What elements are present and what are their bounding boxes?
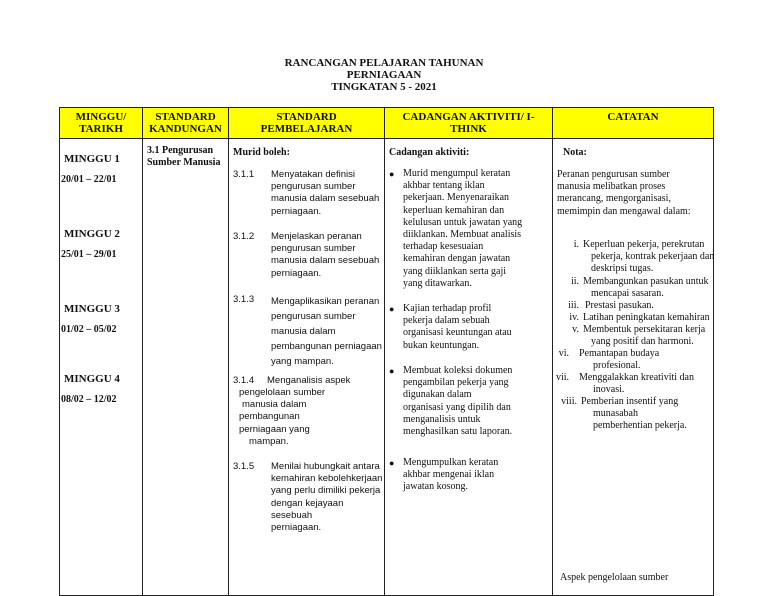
aktiviti-item: ● Mengumpulkan keratan akhbar mengenai iklan jawatan kosong. bbox=[389, 457, 499, 493]
bullet-icon: ● bbox=[389, 366, 395, 376]
col-aktiviti: CADANGAN AKTIVITI/ I- THINK bbox=[385, 108, 553, 139]
week-label: MINGGU 1 bbox=[64, 153, 120, 165]
week-date: 20/01 – 22/01 bbox=[61, 174, 117, 185]
bullet-icon: ● bbox=[389, 304, 395, 314]
doc-level: TINGKATAN 5 - 2021 bbox=[331, 81, 437, 93]
catatan-item: vii. Menggalakkan kreativiti dan inovasi. bbox=[555, 372, 694, 396]
catatan-item: vi. Pemantapan budaya profesional. bbox=[558, 348, 660, 372]
bullet-icon: ● bbox=[389, 169, 395, 179]
table-header-row bbox=[60, 108, 714, 139]
week-label: MINGGU 2 bbox=[64, 228, 120, 240]
catatan-item: i. Keperluan pekerja, perekrutan pekerja, kontrak pekerjaan dan deskripsi tugas. bbox=[573, 239, 715, 275]
standard-pembelajaran-cell bbox=[229, 139, 385, 596]
week-date: 01/02 – 05/02 bbox=[61, 324, 117, 335]
sk-line: Sumber Manusia bbox=[147, 157, 221, 168]
weeks-cell bbox=[60, 139, 143, 596]
aktiviti-item: ● Membuat koleksi dokumen pengambilan pekerja yang digunakan dalam organisasi yang dipilih dan menganalisis untuk menghasilkan satu laporan. bbox=[389, 365, 513, 438]
col-standard-kandungan: STANDARD KANDUNGAN bbox=[143, 108, 229, 139]
table-body-row bbox=[60, 139, 714, 596]
sp-item: 3.1.4 Menganalisis aspek pengelolaan sumber manusia dalam pembangunan perniagaan yang mampan. bbox=[233, 375, 351, 447]
col-standard-pembelajaran: STANDARD PEMBELAJARAN bbox=[229, 108, 385, 139]
col-minggu: MINGGU/ TARIKH bbox=[60, 108, 143, 139]
sp-item: 3.1.5 Menilai hubungkait antara kemahiran kebolehkerjaan yang perlu dimiliki pekerja dengan kejayaan sesebuah perniagaan. bbox=[233, 461, 383, 534]
catatan-cell bbox=[553, 139, 714, 596]
col-catatan: CATATAN bbox=[553, 108, 714, 139]
aktiviti-item: ● Kajian terhadap profil pekerja dalam sebuah organisasi keuntungan atau bukan keuntungan. bbox=[389, 303, 512, 351]
week-label: MINGGU 4 bbox=[64, 373, 120, 385]
catatan-item: viii. Pemberian insentif yang munasabah pemberhentian pekerja. bbox=[561, 396, 687, 432]
catatan-item: v. Membentuk persekitaran kerja yang positif dan harmoni. bbox=[572, 324, 706, 348]
sp-item: 3.1.3 Mengaplikasikan peranan pengurusan sumber manusia dalam pembangunan perniagaan yang mampan. bbox=[233, 294, 382, 367]
aktiviti-heading: Cadangan aktiviti: bbox=[389, 147, 470, 158]
aktiviti-item: ● Murid mengumpul keratan akhbar tentang iklan pekerjaan. Menyenaraikan keperluan kemahiran dan kelulusan untuk jawatan yang diiklankan. Membuat analisis terhadap kesesuaian kemahiran dengan jawatan yang diiklankan serta gaji yang ditawarkan. bbox=[389, 168, 523, 289]
sp-heading: Murid boleh: bbox=[233, 147, 290, 158]
lesson-plan-table bbox=[59, 107, 714, 596]
bullet-icon: ● bbox=[389, 458, 395, 468]
week-date: 25/01 – 29/01 bbox=[61, 249, 117, 260]
standard-kandungan-cell bbox=[143, 139, 229, 596]
sk-line: 3.1 Pengurusan bbox=[147, 145, 214, 156]
catatan-footer: Aspek pengelolaan sumber bbox=[560, 572, 669, 583]
sp-item: 3.1.1 Menyatakan definisi pengurusan sumber manusia dalam sesebuah perniagaan. bbox=[233, 169, 380, 217]
catatan-item: iii. Prestasi pasukan. bbox=[568, 300, 654, 311]
catatan-intro: Peranan pengurusan sumber manusia melibatkan proses merancang, mengorganisasi, memimpin dan mengawal dalam: bbox=[557, 169, 691, 217]
sp-item: 3.1.2 Menjelaskan peranan pengurusan sumber manusia dalam sesebuah perniagaan. bbox=[233, 231, 380, 279]
aktiviti-cell bbox=[385, 139, 553, 596]
catatan-heading: Nota: bbox=[563, 147, 587, 158]
week-label: MINGGU 3 bbox=[64, 303, 120, 315]
doc-title: RANCANGAN PELAJARAN TAHUNAN bbox=[284, 57, 484, 69]
doc-subject: PERNIAGAAN bbox=[346, 69, 422, 81]
catatan-item: ii. Membangunkan pasukan untuk mencapai sasaran. bbox=[570, 276, 709, 300]
catatan-item: iv. Latihan peningkatan kemahiran bbox=[569, 312, 710, 323]
week-date: 08/02 – 12/02 bbox=[61, 394, 117, 405]
